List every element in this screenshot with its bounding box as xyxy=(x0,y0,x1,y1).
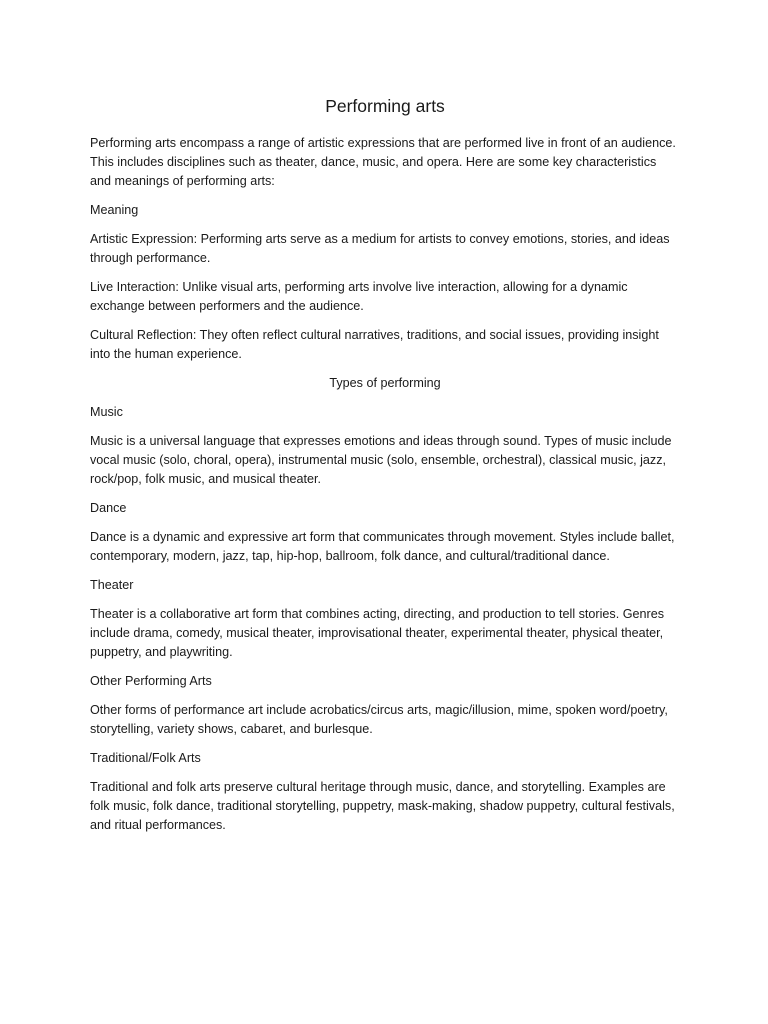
section-heading-music: Music xyxy=(90,405,123,419)
document-body xyxy=(90,94,680,845)
section-text-theater: Theater is a collaborative art form that combines acting, directing, and production to tell stories. Genres include drama, comedy, musical theater, improvisational theater, experimental theater, physical theater, puppetry, and playwriting. xyxy=(90,607,664,659)
section-heading-traditional-folk-arts: Traditional/Folk Arts xyxy=(90,751,201,765)
meaning-item-live-interaction: Live Interaction: Unlike visual arts, performing arts involve live interaction, allowing for a dynamic exchange between performers and the audience. xyxy=(90,280,628,313)
section-heading-dance: Dance xyxy=(90,501,127,515)
section-text-dance: Dance is a dynamic and expressive art form that communicates through movement. Styles include ballet, contemporary, modern, jazz, tap, hip-hop, ballroom, folk dance, and cultural/traditional dance. xyxy=(90,530,675,563)
section-text-other-performing-arts: Other forms of performance art include acrobatics/circus arts, magic/illusion, mime, spoken word/poetry, storytelling, variety shows, cabaret, and burlesque. xyxy=(90,703,668,736)
meaning-item-artistic-expression: Artistic Expression: Performing arts serve as a medium for artists to convey emotions, stories, and ideas through performance. xyxy=(90,232,670,265)
section-heading-other-performing-arts: Other Performing Arts xyxy=(90,674,212,688)
types-heading: Types of performing xyxy=(329,376,441,390)
page-title: Performing arts xyxy=(325,96,445,116)
meaning-item-cultural-reflection: Cultural Reflection: They often reflect cultural narratives, traditions, and social issues, providing insight into the human experience. xyxy=(90,328,659,361)
section-text-traditional-folk-arts: Traditional and folk arts preserve cultural heritage through music, dance, and storytelling. Examples are folk music, folk dance, traditional storytelling, puppetry, mask-making, shadow puppetry, cultural festivals, and ritual performances. xyxy=(90,780,675,832)
section-text-music: Music is a universal language that expresses emotions and ideas through sound. Types of music include vocal music (solo, choral, opera), instrumental music (solo, ensemble, orchestral), classical music, jazz, rock/pop, folk music, and musical theater. xyxy=(90,434,672,486)
section-heading-theater: Theater xyxy=(90,578,134,592)
intro-paragraph: Performing arts encompass a range of artistic expressions that are performed live in front of an audience. This includes disciplines such as theater, dance, music, and opera. Here are some key characteristics and meanings of performing arts: xyxy=(90,136,676,188)
meaning-heading: Meaning xyxy=(90,203,139,217)
